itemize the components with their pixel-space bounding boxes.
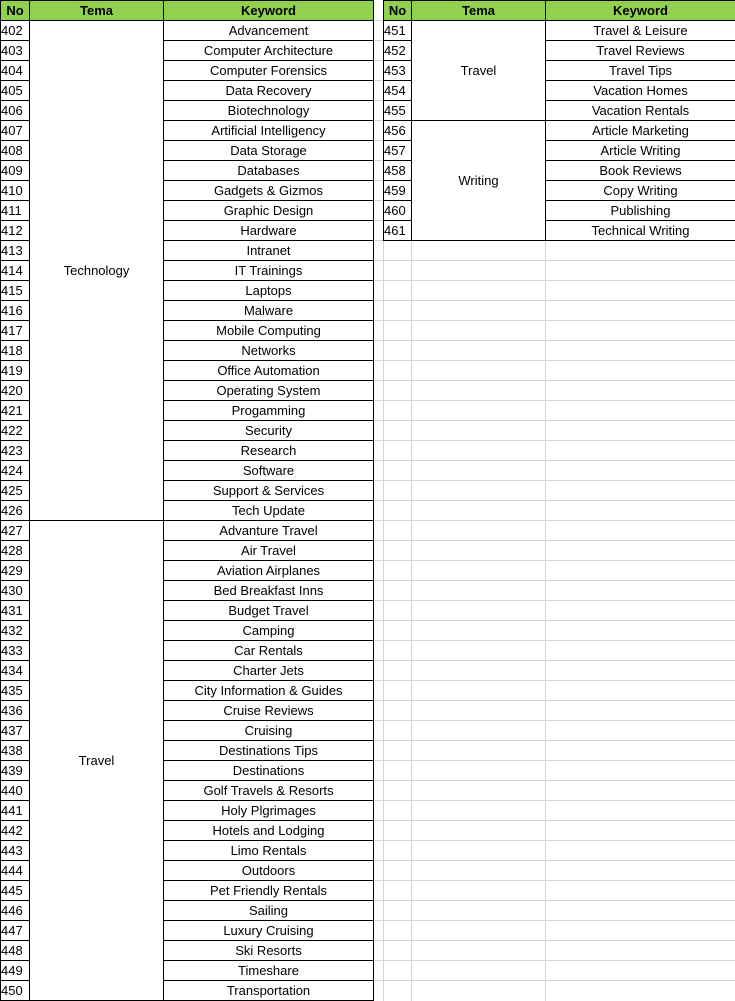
cell-tema[interactable]: Travel	[30, 521, 164, 1001]
gridline	[373, 360, 735, 361]
cell-no[interactable]: 435	[1, 681, 30, 701]
cell-keyword[interactable]: Aviation Airplanes	[164, 561, 374, 581]
cell-keyword[interactable]: Progamming	[164, 401, 374, 421]
cell-keyword[interactable]: Travel & Leisure	[546, 21, 735, 41]
cell-no[interactable]: 444	[1, 861, 30, 881]
gridline	[373, 740, 735, 741]
cell-keyword[interactable]: Ski Resorts	[164, 941, 374, 961]
gridline	[373, 760, 735, 761]
cell-no[interactable]: 413	[1, 241, 30, 261]
table-row	[1, 21, 374, 41]
cell-keyword[interactable]: Publishing	[546, 201, 735, 221]
cell-keyword[interactable]: Air Travel	[164, 541, 374, 561]
gridline	[373, 640, 735, 641]
cell-no[interactable]: 409	[1, 161, 30, 181]
cell-keyword[interactable]: Biotechnology	[164, 101, 374, 121]
cell-no[interactable]: 428	[1, 541, 30, 561]
cell-no[interactable]: 432	[1, 621, 30, 641]
cell-keyword[interactable]: Networks	[164, 341, 374, 361]
cell-no[interactable]: 406	[1, 101, 30, 121]
header-row	[384, 1, 735, 21]
cell-keyword[interactable]: Golf Travels & Resorts	[164, 781, 374, 801]
cell-no[interactable]: 427	[1, 521, 30, 541]
cell-keyword[interactable]: Graphic Design	[164, 201, 374, 221]
cell-no[interactable]: 450	[1, 981, 30, 1001]
cell-no[interactable]: 440	[1, 781, 30, 801]
header-row	[1, 1, 374, 21]
cell-no[interactable]: 421	[1, 401, 30, 421]
gridline	[373, 620, 735, 621]
cell-keyword[interactable]: Destinations	[164, 761, 374, 781]
cell-keyword[interactable]: Hardware	[164, 221, 374, 241]
table-row	[384, 21, 735, 41]
cell-no[interactable]: 437	[1, 721, 30, 741]
gridline	[373, 300, 735, 301]
cell-keyword[interactable]: Cruising	[164, 721, 374, 741]
gridline	[373, 820, 735, 821]
cell-keyword[interactable]: Hotels and Lodging	[164, 821, 374, 841]
cell-keyword[interactable]: Computer Forensics	[164, 61, 374, 81]
gridline	[373, 320, 735, 321]
cell-no[interactable]: 461	[384, 221, 412, 241]
gridline	[373, 260, 735, 261]
cell-no[interactable]: 404	[1, 61, 30, 81]
cell-no[interactable]: 442	[1, 821, 30, 841]
cell-no[interactable]: 419	[1, 361, 30, 381]
cell-keyword[interactable]: Gadgets & Gizmos	[164, 181, 374, 201]
cell-no[interactable]: 460	[384, 201, 412, 221]
cell-no[interactable]: 405	[1, 81, 30, 101]
cell-keyword[interactable]: Sailing	[164, 901, 374, 921]
cell-no[interactable]: 447	[1, 921, 30, 941]
cell-keyword[interactable]: Bed Breakfast Inns	[164, 581, 374, 601]
cell-keyword[interactable]: Data Recovery	[164, 81, 374, 101]
gridline	[373, 600, 735, 601]
cell-no[interactable]: 420	[1, 381, 30, 401]
gridline	[373, 980, 735, 981]
cell-keyword[interactable]: Advanture Travel	[164, 521, 374, 541]
cell-keyword[interactable]: Destinations Tips	[164, 741, 374, 761]
table-row	[384, 121, 735, 141]
cell-keyword[interactable]: Tech Update	[164, 501, 374, 521]
cell-keyword[interactable]: Data Storage	[164, 141, 374, 161]
cell-keyword[interactable]: Mobile Computing	[164, 321, 374, 341]
gridline	[373, 580, 735, 581]
cell-no[interactable]: 436	[1, 701, 30, 721]
gridline	[373, 500, 735, 501]
gridline	[373, 660, 735, 661]
cell-no[interactable]: 423	[1, 441, 30, 461]
cell-keyword[interactable]: Operating System	[164, 381, 374, 401]
cell-no[interactable]: 414	[1, 261, 30, 281]
gridline	[373, 380, 735, 381]
gridline	[373, 460, 735, 461]
cell-tema[interactable]: Travel	[412, 21, 546, 121]
gridline	[373, 720, 735, 721]
cell-keyword[interactable]: Office Automation	[164, 361, 374, 381]
cell-keyword[interactable]: Vacation Rentals	[546, 101, 735, 121]
gridline	[373, 700, 735, 701]
header-tema[interactable]: Tema	[30, 1, 164, 21]
keyword-table-right	[383, 0, 735, 241]
gridline	[373, 520, 735, 521]
gridline	[373, 960, 735, 961]
gridline	[373, 940, 735, 941]
cell-no[interactable]: 452	[384, 41, 412, 61]
cell-no[interactable]: 441	[1, 801, 30, 821]
cell-keyword[interactable]: Camping	[164, 621, 374, 641]
gridline	[373, 340, 735, 341]
cell-no[interactable]: 411	[1, 201, 30, 221]
gridline	[373, 400, 735, 401]
table-row	[1, 521, 374, 541]
cell-keyword[interactable]: Budget Travel	[164, 601, 374, 621]
cell-no[interactable]: 430	[1, 581, 30, 601]
cell-keyword[interactable]: Computer Architecture	[164, 41, 374, 61]
cell-no[interactable]: 446	[1, 901, 30, 921]
gridline	[373, 280, 735, 281]
cell-no[interactable]: 451	[384, 21, 412, 41]
cell-no[interactable]: 454	[384, 81, 412, 101]
cell-no[interactable]: 403	[1, 41, 30, 61]
cell-tema[interactable]: Writing	[412, 121, 546, 241]
cell-no[interactable]: 431	[1, 601, 30, 621]
cell-keyword[interactable]: Vacation Homes	[546, 81, 735, 101]
gridline	[373, 860, 735, 861]
cell-no[interactable]: 408	[1, 141, 30, 161]
cell-keyword[interactable]: Research	[164, 441, 374, 461]
cell-keyword[interactable]: Databases	[164, 161, 374, 181]
cell-no[interactable]: 438	[1, 741, 30, 761]
cell-keyword[interactable]: Advancement	[164, 21, 374, 41]
cell-no[interactable]: 455	[384, 101, 412, 121]
cell-no[interactable]: 459	[384, 181, 412, 201]
cell-keyword[interactable]: Security	[164, 421, 374, 441]
cell-keyword[interactable]: Travel Tips	[546, 61, 735, 81]
cell-no[interactable]: 426	[1, 501, 30, 521]
cell-keyword[interactable]: IT Trainings	[164, 261, 374, 281]
cell-no[interactable]: 445	[1, 881, 30, 901]
cell-keyword[interactable]: Limo Rentals	[164, 841, 374, 861]
cell-no[interactable]: 410	[1, 181, 30, 201]
cell-no[interactable]: 434	[1, 661, 30, 681]
header-tema[interactable]: Tema	[412, 1, 546, 21]
cell-keyword[interactable]: Technical Writing	[546, 221, 735, 241]
cell-keyword[interactable]: Outdoors	[164, 861, 374, 881]
gridline	[373, 560, 735, 561]
cell-keyword[interactable]: Transportation	[164, 981, 374, 1001]
gridline	[373, 540, 735, 541]
header-keyword[interactable]: Keyword	[164, 1, 374, 21]
gridline	[373, 440, 735, 441]
header-keyword[interactable]: Keyword	[546, 1, 735, 21]
cell-no[interactable]: 448	[1, 941, 30, 961]
cell-keyword[interactable]: Timeshare	[164, 961, 374, 981]
cell-tema[interactable]: Technology	[30, 21, 164, 521]
cell-keyword[interactable]: Artificial Intelligency	[164, 121, 374, 141]
cell-no[interactable]: 418	[1, 341, 30, 361]
cell-no[interactable]: 449	[1, 961, 30, 981]
cell-no[interactable]: 429	[1, 561, 30, 581]
cell-no[interactable]: 424	[1, 461, 30, 481]
cell-keyword[interactable]: Car Rentals	[164, 641, 374, 661]
cell-no[interactable]: 416	[1, 301, 30, 321]
cell-no[interactable]: 407	[1, 121, 30, 141]
cell-keyword[interactable]: Article Writing	[546, 141, 735, 161]
cell-keyword[interactable]: Support & Services	[164, 481, 374, 501]
cell-no[interactable]: 422	[1, 421, 30, 441]
cell-no[interactable]: 425	[1, 481, 30, 501]
gridline	[373, 880, 735, 881]
gridline	[373, 900, 735, 901]
cell-no[interactable]: 457	[384, 141, 412, 161]
cell-keyword[interactable]: Intranet	[164, 241, 374, 261]
header-no[interactable]: No	[1, 1, 30, 21]
gridline	[373, 680, 735, 681]
cell-no[interactable]: 412	[1, 221, 30, 241]
cell-no[interactable]: 417	[1, 321, 30, 341]
cell-keyword[interactable]: Software	[164, 461, 374, 481]
cell-keyword[interactable]: Copy Writing	[546, 181, 735, 201]
cell-no[interactable]: 439	[1, 761, 30, 781]
gridline	[373, 480, 735, 481]
cell-keyword[interactable]: Laptops	[164, 281, 374, 301]
cell-no[interactable]: 458	[384, 161, 412, 181]
cell-keyword[interactable]: Holy Plgrimages	[164, 801, 374, 821]
gridline	[373, 840, 735, 841]
cell-keyword[interactable]: Article Marketing	[546, 121, 735, 141]
gridline	[373, 800, 735, 801]
cell-keyword[interactable]: City Information & Guides	[164, 681, 374, 701]
cell-keyword[interactable]: Pet Friendly Rentals	[164, 881, 374, 901]
cell-keyword[interactable]: Travel Reviews	[546, 41, 735, 61]
cell-no[interactable]: 456	[384, 121, 412, 141]
header-no[interactable]: No	[384, 1, 412, 21]
cell-keyword[interactable]: Malware	[164, 301, 374, 321]
gridline	[373, 780, 735, 781]
cell-no[interactable]: 415	[1, 281, 30, 301]
cell-no[interactable]: 433	[1, 641, 30, 661]
cell-no[interactable]: 453	[384, 61, 412, 81]
cell-keyword[interactable]: Charter Jets	[164, 661, 374, 681]
cell-no[interactable]: 443	[1, 841, 30, 861]
gridline	[373, 420, 735, 421]
cell-keyword[interactable]: Book Reviews	[546, 161, 735, 181]
gridline	[373, 920, 735, 921]
cell-keyword[interactable]: Luxury Cruising	[164, 921, 374, 941]
cell-no[interactable]: 402	[1, 21, 30, 41]
cell-keyword[interactable]: Cruise Reviews	[164, 701, 374, 721]
